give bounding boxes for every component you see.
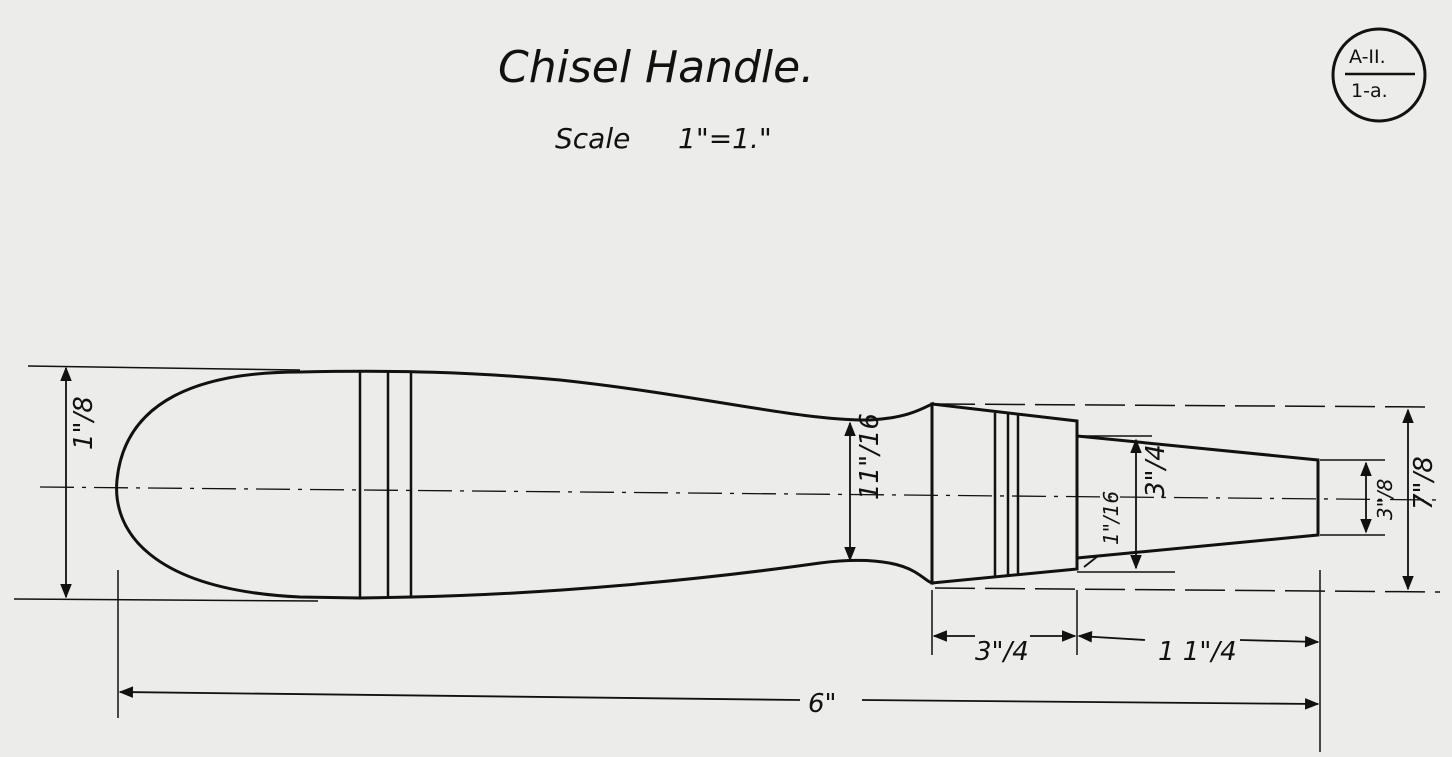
- dim-tang-length: 1 1"/4: [1158, 637, 1237, 667]
- dim-large-diameter: 1"/8: [69, 396, 99, 450]
- scale-value: 1"=1.": [678, 122, 772, 155]
- plate-number-top: A-II.: [1349, 46, 1386, 68]
- dim-shoulder-step: 1"/16: [1099, 490, 1123, 545]
- plate-number-bottom: 1-a.: [1351, 80, 1388, 102]
- ferrule-outline: [932, 404, 1077, 583]
- handle-body-outline: [117, 371, 932, 598]
- centre-line: [40, 487, 1440, 500]
- scale-label: Scale: [555, 122, 631, 155]
- dim-neck-diameter: 11"/16: [855, 413, 885, 500]
- dim-tang-base-diameter: 3"/4: [1141, 444, 1171, 498]
- dim-tip-diameter: 3"/8: [1373, 478, 1397, 520]
- dim-ferrule-diameter: 7"/8: [1409, 456, 1439, 510]
- ferrule-grooves: [995, 413, 1018, 577]
- dim-ferrule-length: 3"/4: [975, 637, 1029, 667]
- drawing-title: Chisel Handle.: [498, 42, 815, 93]
- dim-overall-length: 6": [808, 689, 837, 719]
- body-grooves: [360, 370, 411, 598]
- plate-number-badge: [1333, 29, 1425, 121]
